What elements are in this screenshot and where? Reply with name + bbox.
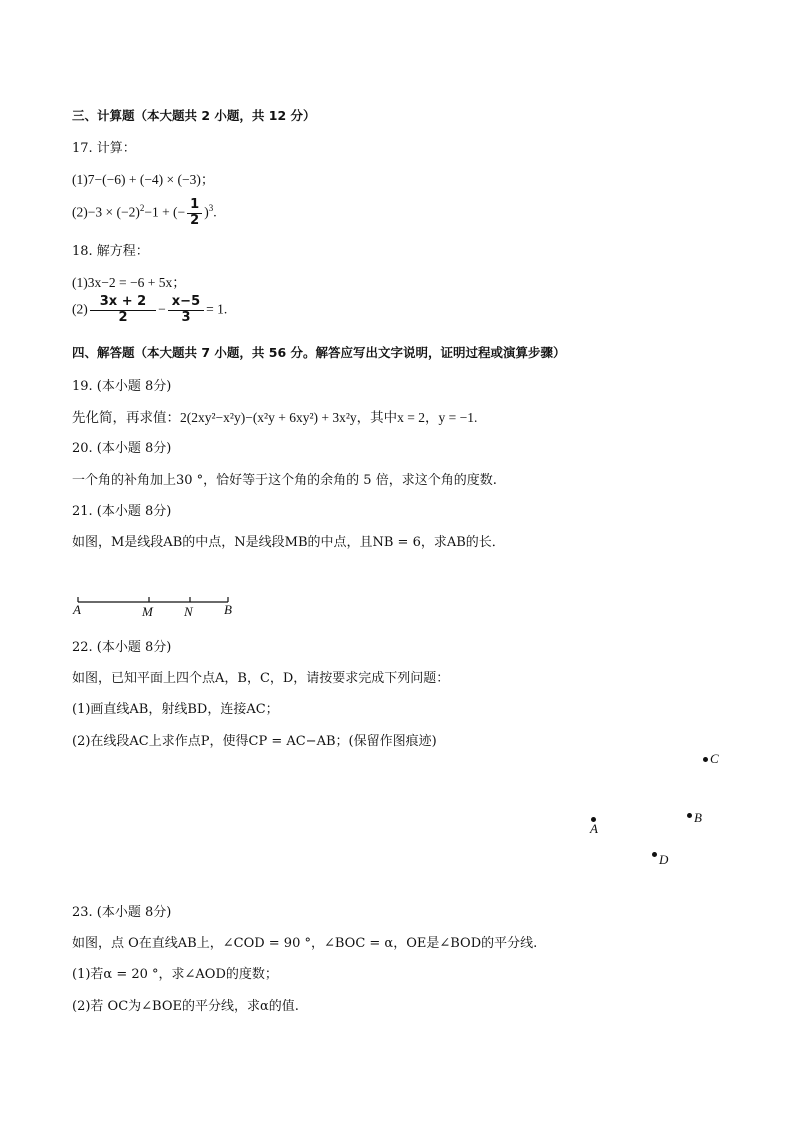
q22-part2: (2)在线段AC上求作点P，使得CP = AC−AB；(保留作图痕迹) (72, 734, 437, 749)
q17-part2-mid: −1 + (− (144, 204, 186, 220)
q22-body: 如图，已知平面上四个点A，B，C，D，请按要求完成下列问题： (72, 671, 450, 686)
q23-body: 如图，点 O在直线AB上，∠COD = 90 °，∠BOC = α，OE是∠BOD的平分线. (72, 936, 538, 951)
q23-part2: (2)若 OC为∠BOE的平分线，求α的值. (72, 999, 299, 1014)
q18-part2 (72, 295, 227, 326)
q18-fraction-1 (90, 295, 156, 326)
q17-part2-exp: 2 (139, 203, 145, 214)
section-3-heading: 三、计算题（本大题共 2 小题，共 12 分） (72, 108, 316, 123)
label-b: B (224, 602, 232, 617)
label-m: M (142, 604, 153, 619)
q17-fraction (187, 198, 202, 229)
point-d (652, 852, 657, 857)
q23-title: 23. (本小题 8分) (72, 905, 172, 920)
point-c-label: C (710, 751, 719, 766)
q21-segment-svg (70, 590, 250, 620)
q21-segment-figure (70, 590, 250, 620)
q18-frac2-num: x−5 (168, 295, 204, 311)
q17-part2-post: ) (204, 204, 209, 220)
point-b (687, 813, 692, 818)
q18-part2-end: = 1. (206, 301, 228, 317)
q18-fraction-2 (168, 295, 204, 326)
q17-part2-end: . (213, 204, 217, 220)
q23-part1: (1)若α = 20 °，求∠AOD的度数； (72, 967, 278, 982)
q19-body: 先化简，再求值：2(2xy²−x²y)−(x²y + 6xy²) + 3x²y，其中x = 2，y = −1. (72, 410, 478, 425)
point-d-label: D (659, 852, 669, 867)
q17-part2 (72, 198, 217, 229)
label-n: N (184, 604, 193, 619)
q21-body: 如图，M是线段AB的中点，N是线段MB的中点，且NB = 6，求AB的长． (72, 535, 505, 550)
q18-title: 18. 解方程： (72, 244, 149, 259)
q22-title: 22. (本小题 8分) (72, 640, 172, 655)
q18-minus: − (158, 301, 166, 317)
q18-frac1-den: 2 (118, 309, 128, 325)
q17-part1: (1)7−(−6) + (−4) × (−3)； (72, 172, 215, 187)
q18-frac1-num: 3x + 2 (90, 295, 156, 311)
q18-frac2-den: 3 (181, 309, 191, 325)
section-4-heading: 四、解答题（本大题共 7 小题，共 56 分。解答应写出文字说明，证明过程或演算步骤） (72, 345, 566, 360)
q17-title: 17. 计算： (72, 141, 136, 156)
label-a: A (73, 602, 81, 617)
q21-title: 21. (本小题 8分) (72, 504, 172, 519)
q18-part2-label: (2) (72, 301, 88, 317)
point-c (703, 757, 708, 762)
q19-title: 19. (本小题 8分) (72, 379, 172, 394)
q17-part2-exp2: 3 (208, 203, 214, 214)
q17-frac-num: 1 (187, 198, 202, 214)
q18-part1: (1)3x−2 = −6 + 5x； (72, 275, 186, 290)
q20-title: 20. (本小题 8分) (72, 441, 172, 456)
point-a-label: A (590, 821, 598, 836)
q17-frac-den: 2 (190, 212, 200, 228)
q20-body: 一个角的补角加上30 °，恰好等于这个角的余角的 5 倍，求这个角的度数. (72, 473, 497, 488)
q17-part2-pre: (2)−3 × (−2) (72, 204, 140, 220)
point-b-label: B (694, 810, 702, 825)
q22-part1: (1)画直线AB，射线BD，连接AC； (72, 702, 279, 717)
